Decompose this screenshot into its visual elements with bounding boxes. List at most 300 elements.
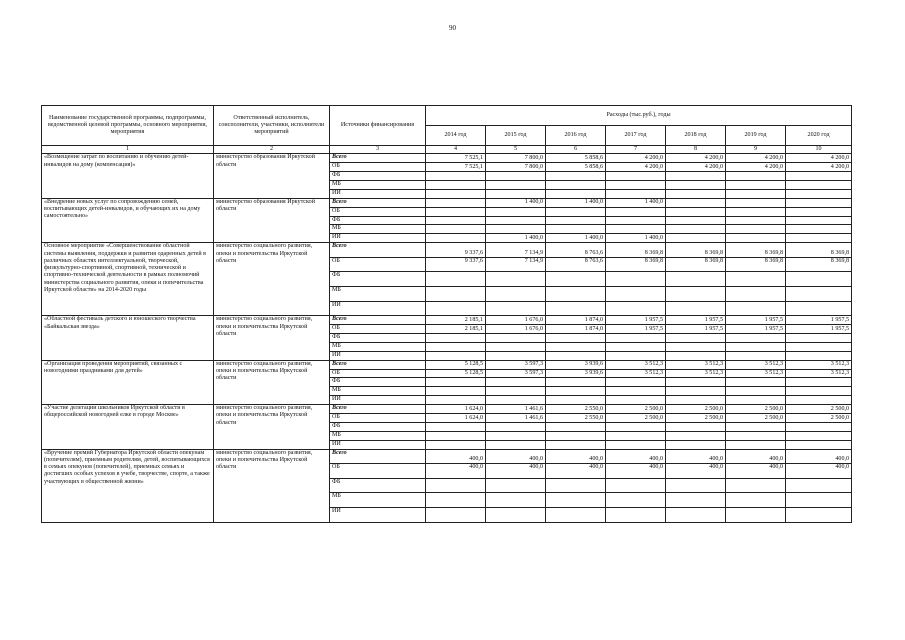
expense-value xyxy=(726,342,786,351)
expense-value: 1 400,0 xyxy=(546,198,606,207)
expense-value: 8 369,8 xyxy=(606,257,666,272)
expense-value: 1 400,0 xyxy=(486,198,546,207)
expense-value xyxy=(726,207,786,216)
expense-value: 7 525,1 xyxy=(426,154,486,163)
table-row xyxy=(42,316,852,325)
expense-value xyxy=(546,431,606,440)
expense-value: 4 200,0 xyxy=(666,163,726,172)
header-year: 2020 год xyxy=(786,126,852,146)
expense-value xyxy=(726,351,786,360)
funding-source: ИИ xyxy=(330,351,426,360)
expense-value xyxy=(546,172,606,181)
expense-value xyxy=(786,342,852,351)
expense-value: 5 858,6 xyxy=(546,163,606,172)
expense-value xyxy=(786,234,852,243)
expense-value xyxy=(486,172,546,181)
expense-value: 4 200,0 xyxy=(786,163,852,172)
header-source: Источники финансирования xyxy=(330,106,426,146)
expense-value xyxy=(606,387,666,396)
expense-value xyxy=(486,272,546,287)
expense-value: 5 858,6 xyxy=(546,154,606,163)
expense-value xyxy=(726,234,786,243)
expense-value xyxy=(786,189,852,198)
expense-value xyxy=(666,431,726,440)
expense-value: 3 512,3 xyxy=(666,360,726,369)
expense-value: 2 500,0 xyxy=(786,405,852,414)
expense-value xyxy=(426,351,486,360)
expense-value: 9 337,6 xyxy=(426,257,486,272)
measure-name: «Организация проведения мероприятий, связанных с новогодними праздниками для детей» xyxy=(42,360,214,404)
expense-value xyxy=(726,301,786,316)
measure-executor: министерство образования Иркутской области xyxy=(214,154,330,198)
expense-value xyxy=(426,478,486,493)
measure-executor: министерство социального развития, опеки и попечительства Иркутской области xyxy=(214,360,330,404)
expense-value: 3 512,3 xyxy=(606,360,666,369)
expense-value: 4 200,0 xyxy=(606,163,666,172)
expense-value xyxy=(486,225,546,234)
funding-source: ОБ xyxy=(330,325,426,334)
expense-value: 2 550,0 xyxy=(546,413,606,422)
expense-value: 1 461,6 xyxy=(486,405,546,414)
expense-value xyxy=(426,440,486,449)
measure-name: Основное мероприятие «Совершенствование областной системы выявления, поддержки и развития одаренных детей в различных областях интеллектуальной, творческой, физкультурно-спортивной, спортивной, технической и спортивно-технической деятельности в рамках полномочий министерства социального развития, опеки и попечительства Иркутской области» на 2014-2020 годы xyxy=(42,243,214,316)
expense-value xyxy=(606,180,666,189)
expense-value: 2 500,0 xyxy=(726,413,786,422)
table-row xyxy=(42,405,852,414)
expense-value xyxy=(486,478,546,493)
expense-value: 1 676,0 xyxy=(486,316,546,325)
expense-value: 1 957,5 xyxy=(666,316,726,325)
expense-value xyxy=(546,507,606,522)
expense-value xyxy=(606,422,666,431)
expense-value xyxy=(606,172,666,181)
expense-value xyxy=(726,478,786,493)
expense-value xyxy=(426,333,486,342)
expense-value xyxy=(486,493,546,508)
expense-value: 1 957,5 xyxy=(666,325,726,334)
measure-executor: министерство социального развития, опеки и попечительства Иркутской области xyxy=(214,243,330,316)
expense-value: 5 128,5 xyxy=(426,369,486,378)
measure-executor: министерство образования Иркутской области xyxy=(214,198,330,242)
expense-value xyxy=(666,342,726,351)
expense-value: 2 500,0 xyxy=(666,405,726,414)
expense-value: 8 763,6 xyxy=(546,243,606,258)
funding-source: ИИ xyxy=(330,440,426,449)
header-expenses: Расходы (тыс.руб.), годы xyxy=(426,106,852,126)
expense-value xyxy=(666,387,726,396)
expense-value xyxy=(546,378,606,387)
expense-value: 1 957,5 xyxy=(786,316,852,325)
expense-value xyxy=(606,216,666,225)
expense-value: 2 500,0 xyxy=(786,413,852,422)
expense-value xyxy=(426,207,486,216)
expense-value: 3 512,3 xyxy=(786,360,852,369)
funding-source: ОБ xyxy=(330,413,426,422)
header-year: 2019 год xyxy=(726,126,786,146)
expense-value xyxy=(426,189,486,198)
expense-value: 1 874,0 xyxy=(546,316,606,325)
expense-value xyxy=(726,216,786,225)
expense-value: 1 461,6 xyxy=(486,413,546,422)
expense-value: 400,0 xyxy=(606,464,666,479)
funding-source: Всего xyxy=(330,360,426,369)
expense-value xyxy=(786,180,852,189)
expense-value xyxy=(666,198,726,207)
expense-value xyxy=(426,387,486,396)
expense-value xyxy=(606,507,666,522)
expense-value xyxy=(606,440,666,449)
funding-source: МБ xyxy=(330,493,426,508)
expense-value: 8 763,6 xyxy=(546,257,606,272)
header-year: 2017 год xyxy=(606,126,666,146)
expense-value xyxy=(666,189,726,198)
expense-value xyxy=(426,301,486,316)
column-number: 6 xyxy=(546,146,606,154)
expense-value xyxy=(726,225,786,234)
expense-value xyxy=(486,351,546,360)
expense-value: 400,0 xyxy=(546,464,606,479)
expense-value: 2 500,0 xyxy=(666,413,726,422)
expense-value: 1 957,5 xyxy=(786,325,852,334)
expense-value xyxy=(606,351,666,360)
expense-value: 8 369,8 xyxy=(666,243,726,258)
funding-source: ФБ xyxy=(330,378,426,387)
expense-value: 8 369,8 xyxy=(786,243,852,258)
funding-source: ИИ xyxy=(330,507,426,522)
expense-value xyxy=(786,387,852,396)
expense-value xyxy=(486,333,546,342)
column-number: 3 xyxy=(330,146,426,154)
expense-value xyxy=(606,342,666,351)
expense-value xyxy=(546,207,606,216)
funding-source: ИИ xyxy=(330,189,426,198)
expense-value xyxy=(666,180,726,189)
expense-value xyxy=(606,478,666,493)
header-name: Наименование государственной программы, подпрограммы, ведомственной целевой программы, основного мероприятия, мероприятия xyxy=(42,106,214,146)
expense-value xyxy=(726,387,786,396)
expense-value xyxy=(726,396,786,405)
expense-value xyxy=(726,189,786,198)
expense-value: 3 512,3 xyxy=(726,360,786,369)
funding-source: ОБ xyxy=(330,207,426,216)
expense-value: 1 874,0 xyxy=(546,325,606,334)
expense-value xyxy=(486,422,546,431)
expense-value: 1 400,0 xyxy=(486,234,546,243)
expense-value xyxy=(606,431,666,440)
measure-name: «Внедрение новых услуг по сопровождению семей, воспитывающих детей-инвалидов, и обучающих их на дому самостоятельно» xyxy=(42,198,214,242)
expense-value: 1 957,5 xyxy=(606,316,666,325)
expense-value: 8 369,8 xyxy=(726,243,786,258)
funding-source: Всего xyxy=(330,405,426,414)
table-row xyxy=(42,449,852,464)
funding-source: Всего xyxy=(330,243,426,258)
expense-value xyxy=(426,272,486,287)
expense-value: 400,0 xyxy=(726,449,786,464)
expense-value xyxy=(546,351,606,360)
expense-value xyxy=(486,342,546,351)
expense-value: 8 369,8 xyxy=(606,243,666,258)
expense-value xyxy=(786,378,852,387)
expense-value xyxy=(726,180,786,189)
expense-value: 2 185,1 xyxy=(426,316,486,325)
expense-value xyxy=(726,507,786,522)
expense-value: 1 957,5 xyxy=(606,325,666,334)
expense-value xyxy=(426,287,486,302)
funding-source: ФБ xyxy=(330,172,426,181)
header-year: 2015 год xyxy=(486,126,546,146)
expense-value: 400,0 xyxy=(546,449,606,464)
expense-value xyxy=(786,301,852,316)
expense-value: 1 624,0 xyxy=(426,405,486,414)
expense-value xyxy=(546,225,606,234)
expense-value: 7 800,0 xyxy=(486,154,546,163)
expense-value xyxy=(786,225,852,234)
expense-value xyxy=(786,172,852,181)
header-year: 2014 год xyxy=(426,126,486,146)
expense-value xyxy=(726,422,786,431)
expense-value xyxy=(426,198,486,207)
expense-value xyxy=(426,234,486,243)
table-row xyxy=(42,360,852,369)
expense-value xyxy=(666,378,726,387)
expense-value xyxy=(426,378,486,387)
expense-value xyxy=(786,422,852,431)
funding-source: ОБ xyxy=(330,163,426,172)
expense-value xyxy=(426,431,486,440)
expense-value: 4 200,0 xyxy=(786,154,852,163)
expense-value xyxy=(546,272,606,287)
expense-value: 4 200,0 xyxy=(726,163,786,172)
header-year: 2016 год xyxy=(546,126,606,146)
expense-value xyxy=(606,378,666,387)
expense-value xyxy=(546,287,606,302)
expense-value xyxy=(666,396,726,405)
column-number: 8 xyxy=(666,146,726,154)
expense-value: 1 957,5 xyxy=(726,325,786,334)
expense-value: 3 939,6 xyxy=(546,360,606,369)
expense-value xyxy=(666,207,726,216)
expense-value xyxy=(426,225,486,234)
expense-value: 1 624,0 xyxy=(426,413,486,422)
expense-value xyxy=(426,493,486,508)
expense-value xyxy=(546,342,606,351)
column-number: 1 xyxy=(42,146,214,154)
expense-value: 400,0 xyxy=(666,464,726,479)
expense-value xyxy=(786,507,852,522)
funding-source: Всего xyxy=(330,154,426,163)
expense-value: 1 676,0 xyxy=(486,325,546,334)
column-number: 4 xyxy=(426,146,486,154)
expense-value xyxy=(666,225,726,234)
expense-value xyxy=(786,396,852,405)
header-year: 2018 год xyxy=(666,126,726,146)
funding-source: ОБ xyxy=(330,257,426,272)
expense-value xyxy=(726,198,786,207)
expense-value xyxy=(726,272,786,287)
expense-value xyxy=(726,431,786,440)
expense-value xyxy=(426,507,486,522)
expense-value xyxy=(606,396,666,405)
expense-value: 3 939,6 xyxy=(546,369,606,378)
expense-value xyxy=(426,396,486,405)
measure-name: «Вручение премий Губернатора Иркутской области опекунам (попечителям), приемным родителям, детей, воспитывающихся в семьях опекунов (попечителей), приемных семьях и достигших особых успехов в учебе, творчестве, спорте, а также участвующих в общественной жизни» xyxy=(42,449,214,522)
expense-value: 3 512,3 xyxy=(786,369,852,378)
expense-value xyxy=(786,272,852,287)
funding-source: ИИ xyxy=(330,396,426,405)
expense-value xyxy=(666,272,726,287)
expense-value: 400,0 xyxy=(606,449,666,464)
expense-value xyxy=(486,301,546,316)
expense-value: 400,0 xyxy=(786,464,852,479)
measure-executor: министерство социального развития, опеки и попечительства Иркутской области xyxy=(214,405,330,449)
measure-executor: министерство социального развития, опеки и попечительства Иркутской области xyxy=(214,449,330,522)
expense-value xyxy=(786,333,852,342)
expense-value: 400,0 xyxy=(486,464,546,479)
expense-value: 8 369,8 xyxy=(726,257,786,272)
expense-value: 8 369,8 xyxy=(786,257,852,272)
expense-value xyxy=(486,287,546,302)
table-row xyxy=(42,243,852,258)
expense-value: 400,0 xyxy=(786,449,852,464)
expense-value xyxy=(426,180,486,189)
expense-value: 400,0 xyxy=(486,449,546,464)
table-row xyxy=(42,198,852,207)
expense-value: 7 134,9 xyxy=(486,243,546,258)
expense-value xyxy=(786,351,852,360)
funding-source: МБ xyxy=(330,387,426,396)
expense-value xyxy=(546,301,606,316)
expense-value xyxy=(786,440,852,449)
expense-value: 400,0 xyxy=(726,464,786,479)
expense-value: 2 500,0 xyxy=(606,405,666,414)
column-number: 7 xyxy=(606,146,666,154)
expense-value: 5 128,5 xyxy=(426,360,486,369)
funding-source: МБ xyxy=(330,431,426,440)
expense-value xyxy=(426,342,486,351)
expense-value xyxy=(786,207,852,216)
expense-value: 2 500,0 xyxy=(726,405,786,414)
funding-source: ОБ xyxy=(330,369,426,378)
expense-value xyxy=(726,493,786,508)
expense-value xyxy=(666,507,726,522)
funding-source: Всего xyxy=(330,198,426,207)
expense-value xyxy=(606,333,666,342)
expense-value xyxy=(546,216,606,225)
expense-value xyxy=(606,287,666,302)
expense-value xyxy=(666,216,726,225)
expense-value xyxy=(486,440,546,449)
expense-value xyxy=(786,216,852,225)
funding-source: ФБ xyxy=(330,333,426,342)
expense-value: 4 200,0 xyxy=(606,154,666,163)
expense-value: 400,0 xyxy=(426,449,486,464)
expense-value xyxy=(546,396,606,405)
funding-source: ФБ xyxy=(330,478,426,493)
expense-value xyxy=(486,507,546,522)
expense-value xyxy=(606,493,666,508)
budget-table xyxy=(41,105,852,523)
expense-value xyxy=(486,216,546,225)
expense-value xyxy=(666,287,726,302)
expense-value: 400,0 xyxy=(666,449,726,464)
expense-value xyxy=(426,422,486,431)
column-number: 10 xyxy=(786,146,852,154)
expense-value: 8 369,8 xyxy=(666,257,726,272)
column-number: 5 xyxy=(486,146,546,154)
expense-value xyxy=(666,172,726,181)
expense-value xyxy=(486,189,546,198)
expense-value: 2 550,0 xyxy=(546,405,606,414)
expense-value: 2 500,0 xyxy=(606,413,666,422)
page-number: 90 xyxy=(449,24,456,32)
expense-value: 2 185,1 xyxy=(426,325,486,334)
expense-value xyxy=(666,333,726,342)
expense-value xyxy=(786,478,852,493)
expense-value: 3 597,3 xyxy=(486,360,546,369)
expense-value xyxy=(726,440,786,449)
funding-source: МБ xyxy=(330,287,426,302)
expense-value xyxy=(546,180,606,189)
funding-source: ФБ xyxy=(330,272,426,287)
expense-value xyxy=(786,198,852,207)
expense-value: 3 597,3 xyxy=(486,369,546,378)
expense-value xyxy=(606,207,666,216)
expense-value xyxy=(486,431,546,440)
expense-value xyxy=(546,422,606,431)
expense-value xyxy=(666,440,726,449)
funding-source: ИИ xyxy=(330,234,426,243)
funding-source: Всего xyxy=(330,449,426,464)
expense-value xyxy=(786,431,852,440)
expense-value xyxy=(546,478,606,493)
expense-value xyxy=(666,478,726,493)
measure-name: «Областной фестиваль детского и юношеского творчества «Байкальская звезда» xyxy=(42,316,214,360)
expense-value xyxy=(666,301,726,316)
expense-value xyxy=(606,225,666,234)
expense-value xyxy=(486,180,546,189)
column-number: 2 xyxy=(214,146,330,154)
expense-value: 3 512,3 xyxy=(726,369,786,378)
expense-value xyxy=(546,387,606,396)
measure-name: «Возмещение затрат по воспитанию и обучению детей-инвалидов на дому (компенсация)» xyxy=(42,154,214,198)
expense-value: 9 337,6 xyxy=(426,243,486,258)
expense-value xyxy=(546,189,606,198)
expense-value xyxy=(606,301,666,316)
column-number: 9 xyxy=(726,146,786,154)
expense-value xyxy=(486,207,546,216)
funding-source: МБ xyxy=(330,342,426,351)
expense-value xyxy=(786,287,852,302)
expense-value: 3 512,3 xyxy=(606,369,666,378)
expense-value: 1 400,0 xyxy=(606,198,666,207)
funding-source: ИИ xyxy=(330,301,426,316)
funding-source: МБ xyxy=(330,225,426,234)
expense-value xyxy=(726,333,786,342)
expense-value xyxy=(546,493,606,508)
expense-value xyxy=(546,440,606,449)
expense-value xyxy=(486,396,546,405)
expense-value: 7 800,0 xyxy=(486,163,546,172)
table-row xyxy=(42,154,852,163)
expense-value xyxy=(666,234,726,243)
expense-value: 3 512,3 xyxy=(666,369,726,378)
measure-name: «Участие делегации школьников Иркутской области в общероссийской новогодней елке в городе Москве» xyxy=(42,405,214,449)
expense-value xyxy=(666,351,726,360)
expense-value: 4 200,0 xyxy=(666,154,726,163)
header-executor: Ответственный исполнитель, соисполнители, участники, исполнители мероприятий xyxy=(214,106,330,146)
funding-source: ОБ xyxy=(330,464,426,479)
expense-value: 7 525,1 xyxy=(426,163,486,172)
